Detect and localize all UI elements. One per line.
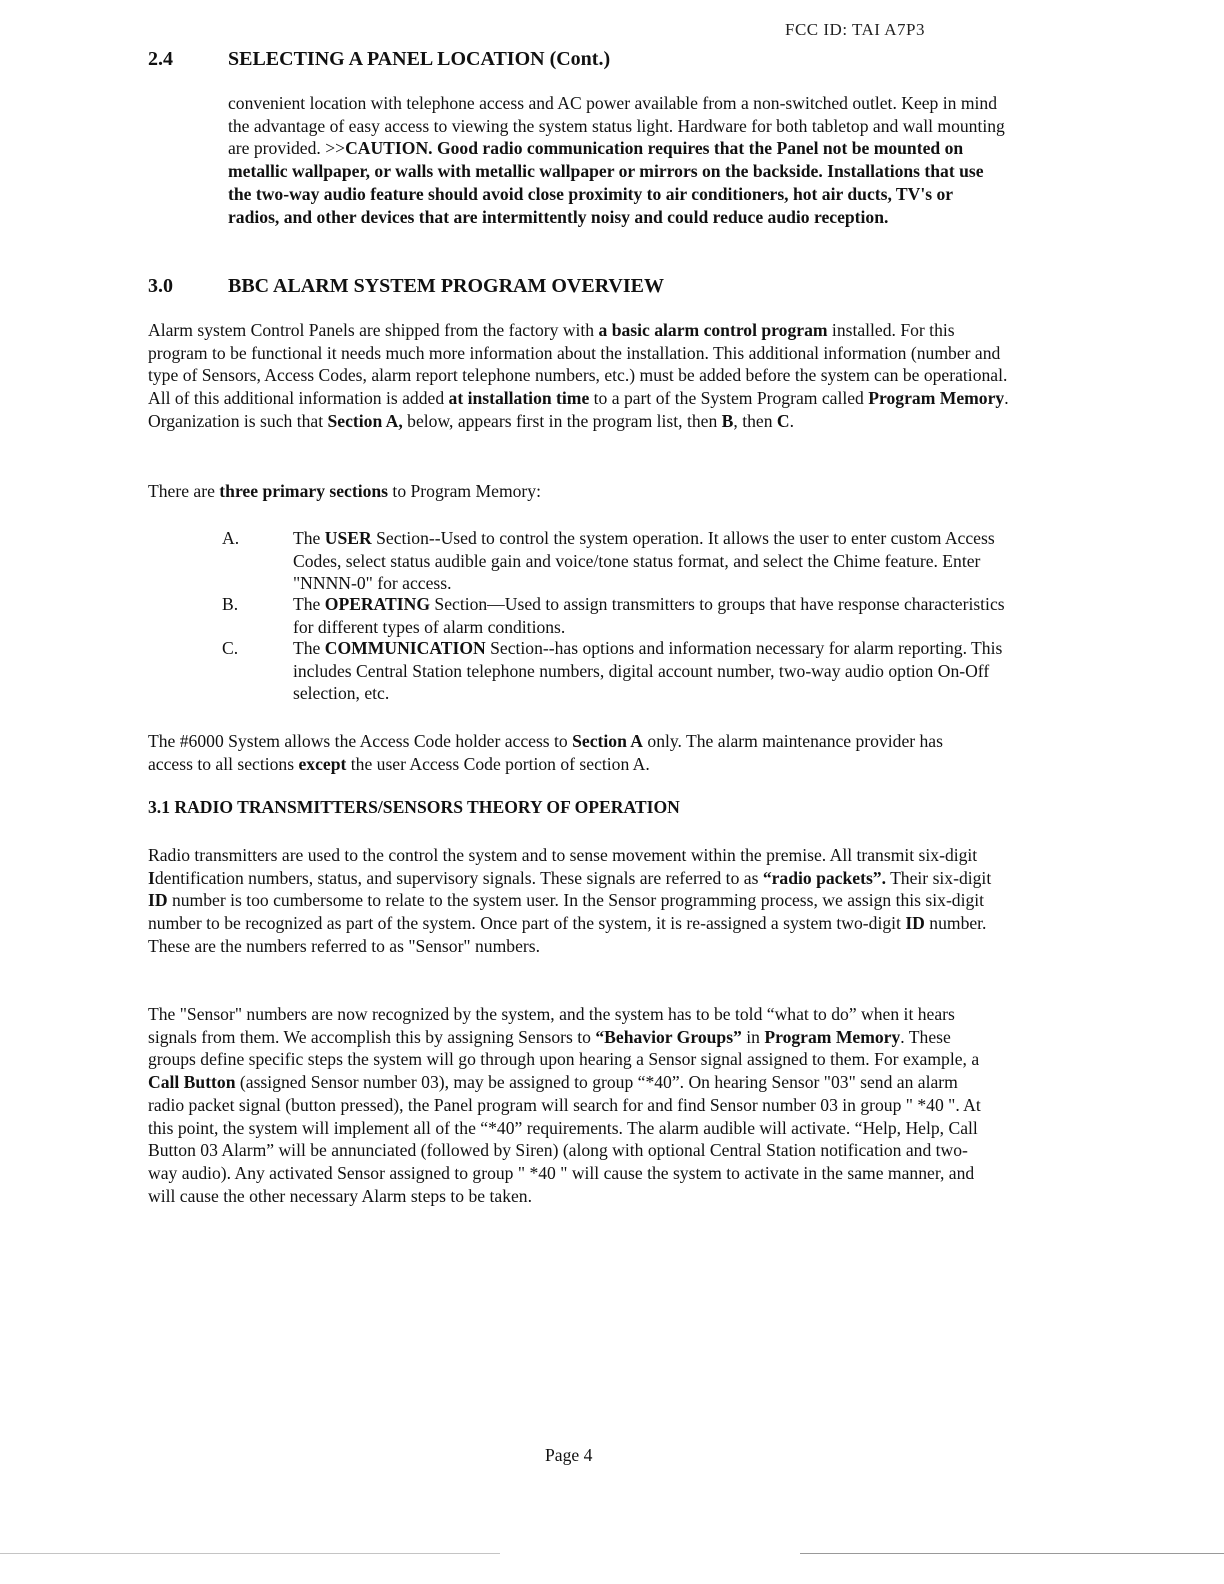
text-run: Section--has options and information necessary for alarm reporting. This includes Central Station telephone numbers, digital account number, two-way audio option On-Off selection, etc. <box>293 638 1003 704</box>
bold-text-run: ID <box>905 913 925 934</box>
text-run: There are <box>148 481 220 501</box>
bold-text-run: Section A <box>572 731 643 751</box>
bold-text-run: CAUTION. Good radio communication requires that the Panel not be mounted on metallic wallpaper, or walls with metallic wallpaper or mirrors on the backside. Installations that use the two-way audio feature should avoid close proximity to air conditioners, hot air ducts, TV's or radios, and other devices that are intermittently noisy and could reduce audio reception. <box>228 138 984 227</box>
section-title: BBC ALARM SYSTEM PROGRAM OVERVIEW <box>228 275 664 297</box>
section-number: 2.4 <box>148 48 173 70</box>
bold-text-run: except <box>298 753 347 774</box>
bold-text-run: USER <box>324 528 372 548</box>
text-run: dentification numbers, status, and supervisory signals. These signals are referred to as <box>154 867 763 888</box>
access-paragraph <box>148 730 968 775</box>
text-run: number. These are the numbers referred to as "Sensor" numbers. <box>148 913 987 956</box>
text-run: (assigned Sensor number 03), may be assigned to group “*40”. On hearing Sensor "03" send an alarm radio packet signal (button pressed), the Panel program will search for and find Sensor number 03 in group " *40 ". At this point, the system will implement all of the “*40” requirements. The alarm audible will activate. “Help, Help, Call Button 03 Alarm” will be annunciated (followed by Siren) (along with optional Central Station notification and two-way audio). Any activated Sensor assigned to group " *40 " will cause the system to activate in the same manner, and will cause the other necessary Alarm steps to be taken. <box>148 1072 981 1206</box>
list-letter: C. <box>222 638 239 658</box>
text-run: The <box>293 594 325 614</box>
section-3-1-heading: 3.1 RADIO TRANSMITTERS/SENSORS THEORY OF OPERATION <box>148 797 680 817</box>
text-run: to a part of the System Program called <box>589 388 869 409</box>
list-text <box>293 593 1013 638</box>
bold-text-run: I <box>148 867 155 888</box>
text-run: number is too cumbersome to relate to the system user. In the Sensor programming process, we assign this six-digit number to be recognized as part of the system. Once part of the system, it is re-assigned a system two-digit <box>148 890 985 934</box>
text-run: installed. For this program to be functional it needs much more information about the installation. This additional information (number and type of Sensors, Access Codes, alarm report telephone numbers, etc.) must be added before the system can be operational. All of this additional information is added <box>148 320 1008 409</box>
program-sections-list <box>222 527 1022 707</box>
bold-text-run: Program Memory <box>868 388 1005 409</box>
section-title: SELECTING A PANEL LOCATION (Cont.) <box>228 48 611 70</box>
scan-artifact-line <box>0 1553 500 1554</box>
text-run: The <box>293 638 325 658</box>
bold-text-run: “Behavior Groups” <box>595 1026 742 1047</box>
bold-text-run: C <box>776 410 790 431</box>
text-run: to Program Memory: <box>388 481 541 501</box>
list-letter: B. <box>222 594 239 614</box>
text-run: convenient location with telephone access and AC power available from a non-switched outlet. Keep in mind the advantage of easy access to viewing the system status light. Hardware for both tabletop and wall mounting are provided. >> <box>228 93 1005 159</box>
bold-text-run: Section A, <box>327 410 403 431</box>
text-run: below, appears first in the program list, then <box>402 410 722 431</box>
text-run: The #6000 System allows the Access Code holder access to <box>148 731 573 751</box>
text-run: The <box>293 528 325 548</box>
text-run: Alarm system Control Panels are shipped from the factory with <box>148 320 599 340</box>
text-run: , then <box>733 410 777 431</box>
sections-intro-paragraph <box>148 480 1010 503</box>
fcc-id-header: FCC ID: TAI A7P3 <box>785 20 925 39</box>
bold-text-run: B <box>721 410 734 431</box>
bold-text-run: three primary sections <box>219 481 389 501</box>
bold-text-run: OPERATING <box>324 594 431 614</box>
bold-text-run: a basic alarm control program <box>598 320 828 340</box>
bold-text-run: Call Button <box>148 1072 236 1093</box>
overview-paragraph <box>148 319 1010 433</box>
text-run: Radio transmitters are used to the control the system and to sense movement within the premise. All transmit six-digit <box>148 845 978 865</box>
text-run: The "Sensor" numbers are now recognized by the system, and the system has to be told “what to do” when it hears signals from them. We accomplish this by assigning Sensors to <box>148 1004 955 1047</box>
section-2-4-paragraph <box>228 92 1008 228</box>
bold-text-run: Program Memory <box>764 1026 901 1047</box>
text-run: in <box>741 1026 765 1047</box>
text-run: Their six-digit <box>885 867 992 888</box>
text-run: Section—Used to assign transmitters to groups that have response characteristics for different types of alarm conditions. <box>293 594 1005 637</box>
transmitters-paragraph <box>148 844 998 958</box>
list-text <box>293 637 1013 705</box>
text-run: Section--Used to control the system operation. It allows the user to enter custom Access Codes, select status audible gain and voice/tone status format, and select the Chime feature. Enter "NNNN-0" for access. <box>293 528 995 594</box>
text-run: the user Access Code portion of section A. <box>346 753 650 774</box>
scan-artifact-line <box>800 1553 1224 1554</box>
bold-text-run: COMMUNICATION <box>324 638 486 658</box>
text-run: . Organization is such that <box>148 388 1009 431</box>
bold-text-run: ID <box>148 890 168 911</box>
page-number: Page 4 <box>545 1445 593 1465</box>
sensor-numbers-paragraph <box>148 1003 993 1207</box>
text-run: . These groups define specific steps the system will go through upon hearing a Sensor signal assigned to them. For example, a <box>148 1026 980 1070</box>
bold-text-run: at installation time <box>448 388 590 409</box>
section-number: 3.0 <box>148 275 173 297</box>
list-text <box>293 527 1013 595</box>
list-letter: A. <box>222 528 240 548</box>
text-run: only. The alarm maintenance provider has access to all sections <box>148 731 943 774</box>
bold-text-run: “radio packets”. <box>762 867 886 888</box>
text-run: . <box>789 410 795 431</box>
